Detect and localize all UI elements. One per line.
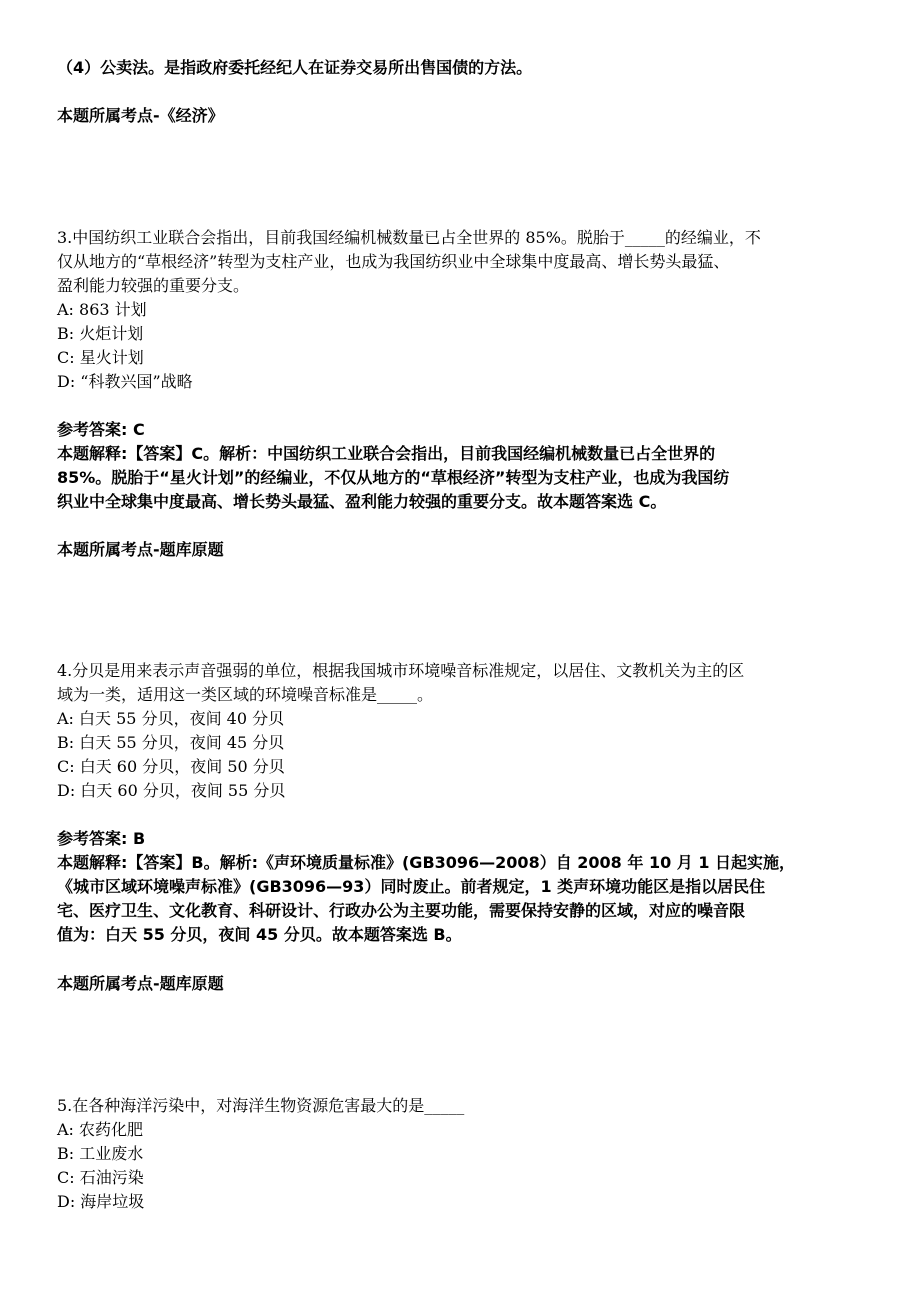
explanation-line: 本题解释:【答案】C。解析：中国纺织工业联合会指出，目前我国经编机械数量已占全世界的	[57, 444, 716, 463]
reference-answer: 参考答案: C	[57, 420, 145, 439]
question-stem: 3.中国纺织工业联合会指出，目前我国经编机械数量已占全世界的 85%。脱胎于_____的经编业，不	[57, 228, 761, 247]
option-c: C: 白天 60 分贝，夜间 50 分贝	[57, 757, 285, 776]
question-stem: 域为一类，适用这一类区域的环境噪音标准是_____。	[57, 685, 434, 704]
explanation-line: 本题解释:【答案】B。解析:《声环境质量标准》(GB3096—2008）自 2008 年 10 月 1 日起实施，	[57, 853, 796, 872]
question-stem: 5.在各种海洋污染中，对海洋生物资源危害最大的是_____	[57, 1096, 465, 1115]
explanation-line: 《城市区域环境噪声标准》(GB3096—93）同时废止。前者规定，1 类声环境功能区是指以居民住	[57, 877, 766, 896]
option-a: A: 863 计划	[57, 300, 147, 319]
option-d: D: “科教兴国”战略	[57, 372, 193, 391]
explanation-line: 值为：白天 55 分贝，夜间 45 分贝。故本题答案选 B。	[57, 925, 462, 944]
option-d: D: 白天 60 分贝，夜间 55 分贝	[57, 781, 286, 800]
option-b: B: 工业废水	[57, 1144, 144, 1163]
section-text: （4）公卖法。是指政府委托经纪人在证券交易所出售国债的方法。	[57, 58, 533, 77]
topic-label: 本题所属考点-题库原题	[57, 974, 224, 993]
option-c: C: 星火计划	[57, 348, 144, 367]
reference-answer: 参考答案: B	[57, 829, 146, 848]
option-b: B: 白天 55 分贝，夜间 45 分贝	[57, 733, 285, 752]
explanation-line: 宅、医疗卫生、文化教育、科研设计、行政办公为主要功能，需要保持安静的区域，对应的噪音限	[57, 901, 746, 920]
topic-label: 本题所属考点-题库原题	[57, 540, 224, 559]
option-a: A: 白天 55 分贝，夜间 40 分贝	[57, 709, 285, 728]
explanation-line: 85%。脱胎于“星火计划”的经编业，不仅从地方的“草根经济”转型为支柱产业，也成为我国纺	[57, 468, 730, 487]
topic-label: 本题所属考点-《经济》	[57, 106, 224, 125]
question-stem: 仅从地方的“草根经济”转型为支柱产业，也成为我国纺织业中全球集中度最高、增长势头最猛、	[57, 252, 730, 271]
option-c: C: 石油污染	[57, 1168, 144, 1187]
question-stem: 盈利能力较强的重要分支。	[57, 276, 250, 295]
option-a: A: 农药化肥	[57, 1120, 144, 1139]
explanation-line: 织业中全球集中度最高、增长势头最猛、盈利能力较强的重要分支。故本题答案选 C。	[57, 492, 667, 511]
option-d: D: 海岸垃圾	[57, 1192, 145, 1211]
option-b: B: 火炬计划	[57, 324, 144, 343]
question-stem: 4.分贝是用来表示声音强弱的单位，根据我国城市环境噪音标准规定，以居住、文教机关为主的区	[57, 661, 745, 680]
